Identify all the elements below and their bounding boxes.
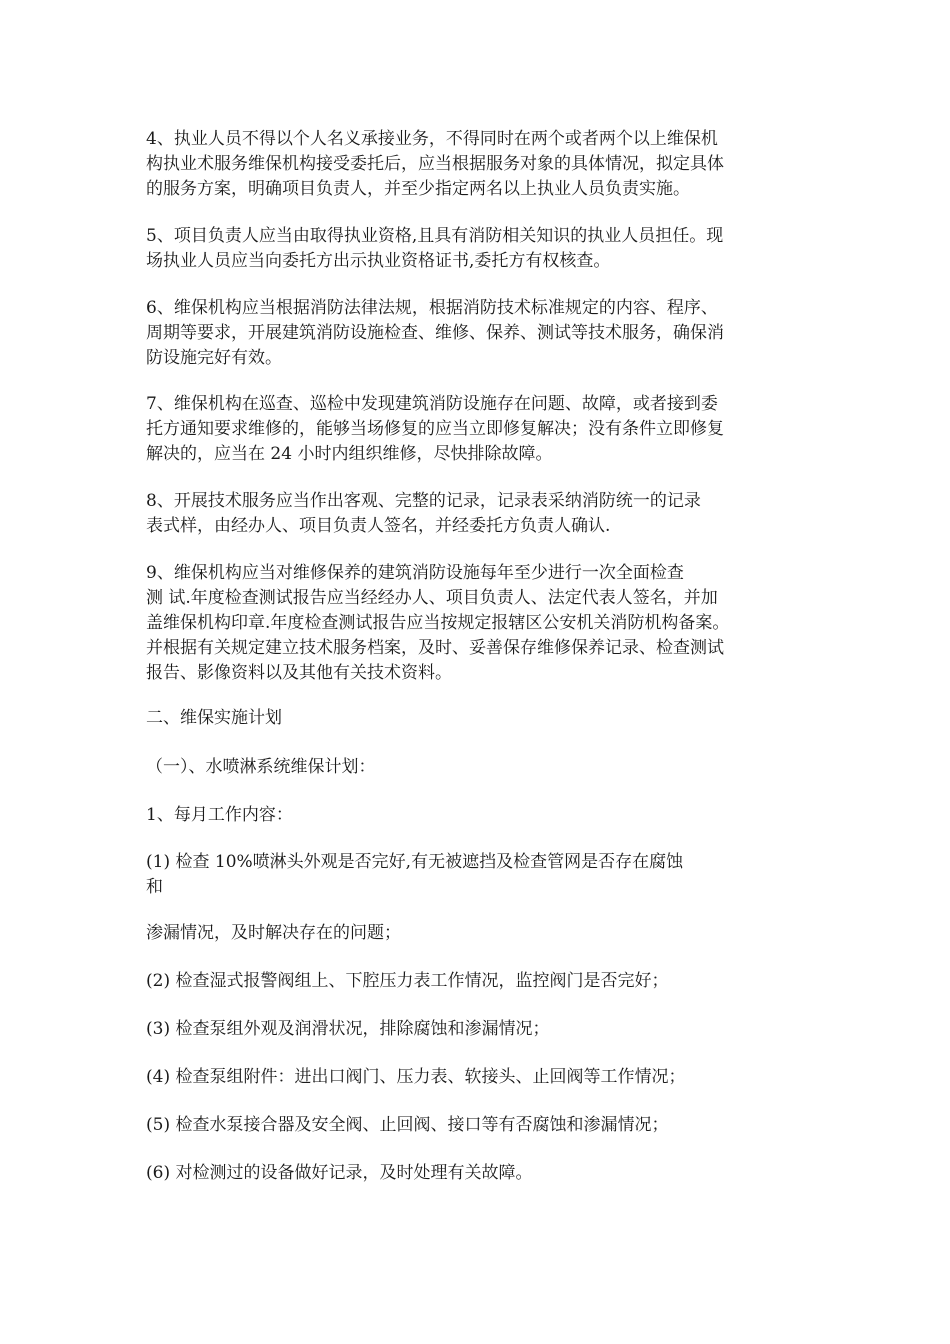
paragraph-item-5 <box>146 224 806 274</box>
text-line: (4) 检查泵组附件：进出口阀门、压力表、软接头、止回阀等工作情况； <box>146 1067 686 1087</box>
text-line: 5、项目负责人应当由取得执业资格,且具有消防相关知识的执业人员担任。现 <box>146 226 724 246</box>
text-line: 防设施完好有效。 <box>146 348 282 368</box>
text-line: 报告、影像资料以及其他有关技术资料。 <box>146 663 452 683</box>
paragraph-item-9 <box>146 561 806 686</box>
text-line: 1、每月工作内容： <box>146 805 293 825</box>
list-item-1-continued <box>146 921 806 946</box>
text-line: 和 <box>146 877 163 897</box>
text-line: (1) 检查 10%喷淋头外观是否完好,有无被遮挡及检查管网是否存在腐蚀 <box>146 852 684 872</box>
text-line: 4、执业人员不得以个人名义承接业务，不得同时在两个或者两个以上维保机 <box>146 129 718 149</box>
section-heading <box>146 706 806 731</box>
list-item-3 <box>146 1017 806 1042</box>
text-line: 二、维保实施计划 <box>146 708 282 728</box>
list-item-1 <box>146 850 806 900</box>
text-line: 构执业术服务维保机构接受委托后，应当根据服务对象的具体情况，拟定具体 <box>146 154 724 174</box>
paragraph-item-6 <box>146 296 806 371</box>
text-line: 7、维保机构在巡查、巡检中发现建筑消防设施存在问题、故障，或者接到委 <box>146 394 718 414</box>
text-line: 盖维保机构印章.年度检查测试报告应当按规定报辖区公安机关消防机构备案。 <box>146 613 730 633</box>
paragraph-item-4 <box>146 127 806 202</box>
text-line: 测 试.年度检查测试报告应当经经办人、项目负责人、法定代表人签名，并加 <box>146 588 718 608</box>
text-line: 托方通知要求维修的，能够当场修复的应当立即修复解决；没有条件立即修复 <box>146 419 724 439</box>
text-line: 6、维保机构应当根据消防法律法规，根据消防技术标准规定的内容、程序、 <box>146 298 718 318</box>
subsection-heading <box>146 755 806 780</box>
text-line: 8、开展技术服务应当作出客观、完整的记录，记录表采纳消防统一的记录 <box>146 491 701 511</box>
list-item-2 <box>146 969 806 994</box>
paragraph-item-8 <box>146 489 806 539</box>
text-line: (6) 对检测过的设备做好记录，及时处理有关故障。 <box>146 1163 533 1183</box>
text-line: 9、维保机构应当对维修保养的建筑消防设施每年至少进行一次全面检查 <box>146 563 684 583</box>
text-line: （一）、水喷淋系统维保计划： <box>146 757 376 777</box>
text-line: (5) 检查水泵接合器及安全阀、止回阀、接口等有否腐蚀和渗漏情况； <box>146 1115 669 1135</box>
text-line: (2) 检查湿式报警阀组上、下腔压力表工作情况，监控阀门是否完好； <box>146 971 669 991</box>
text-line: 并根据有关规定建立技术服务档案，及时、妥善保存维修保养记录、检查测试 <box>146 638 724 658</box>
monthly-work-heading <box>146 803 806 828</box>
text-line: 解决的，应当在 24 小时内组织维修，尽快排除故障。 <box>146 444 553 464</box>
text-line: 周期等要求，开展建筑消防设施检查、维修、保养、测试等技术服务，确保消 <box>146 323 724 343</box>
text-line: 表式样，由经办人、项目负责人签名，并经委托方负责人确认. <box>146 516 611 536</box>
text-line: (3) 检查泵组外观及润滑状况，排除腐蚀和渗漏情况； <box>146 1019 550 1039</box>
text-line: 的服务方案，明确项目负责人，并至少指定两名以上执业人员负责实施。 <box>146 179 690 199</box>
paragraph-item-7 <box>146 392 806 467</box>
list-item-4 <box>146 1065 806 1090</box>
list-item-5 <box>146 1113 806 1138</box>
text-line: 渗漏情况，及时解决存在的问题； <box>146 923 401 943</box>
list-item-6 <box>146 1161 806 1186</box>
text-line: 场执业人员应当向委托方出示执业资格证书,委托方有权核查。 <box>146 251 611 271</box>
